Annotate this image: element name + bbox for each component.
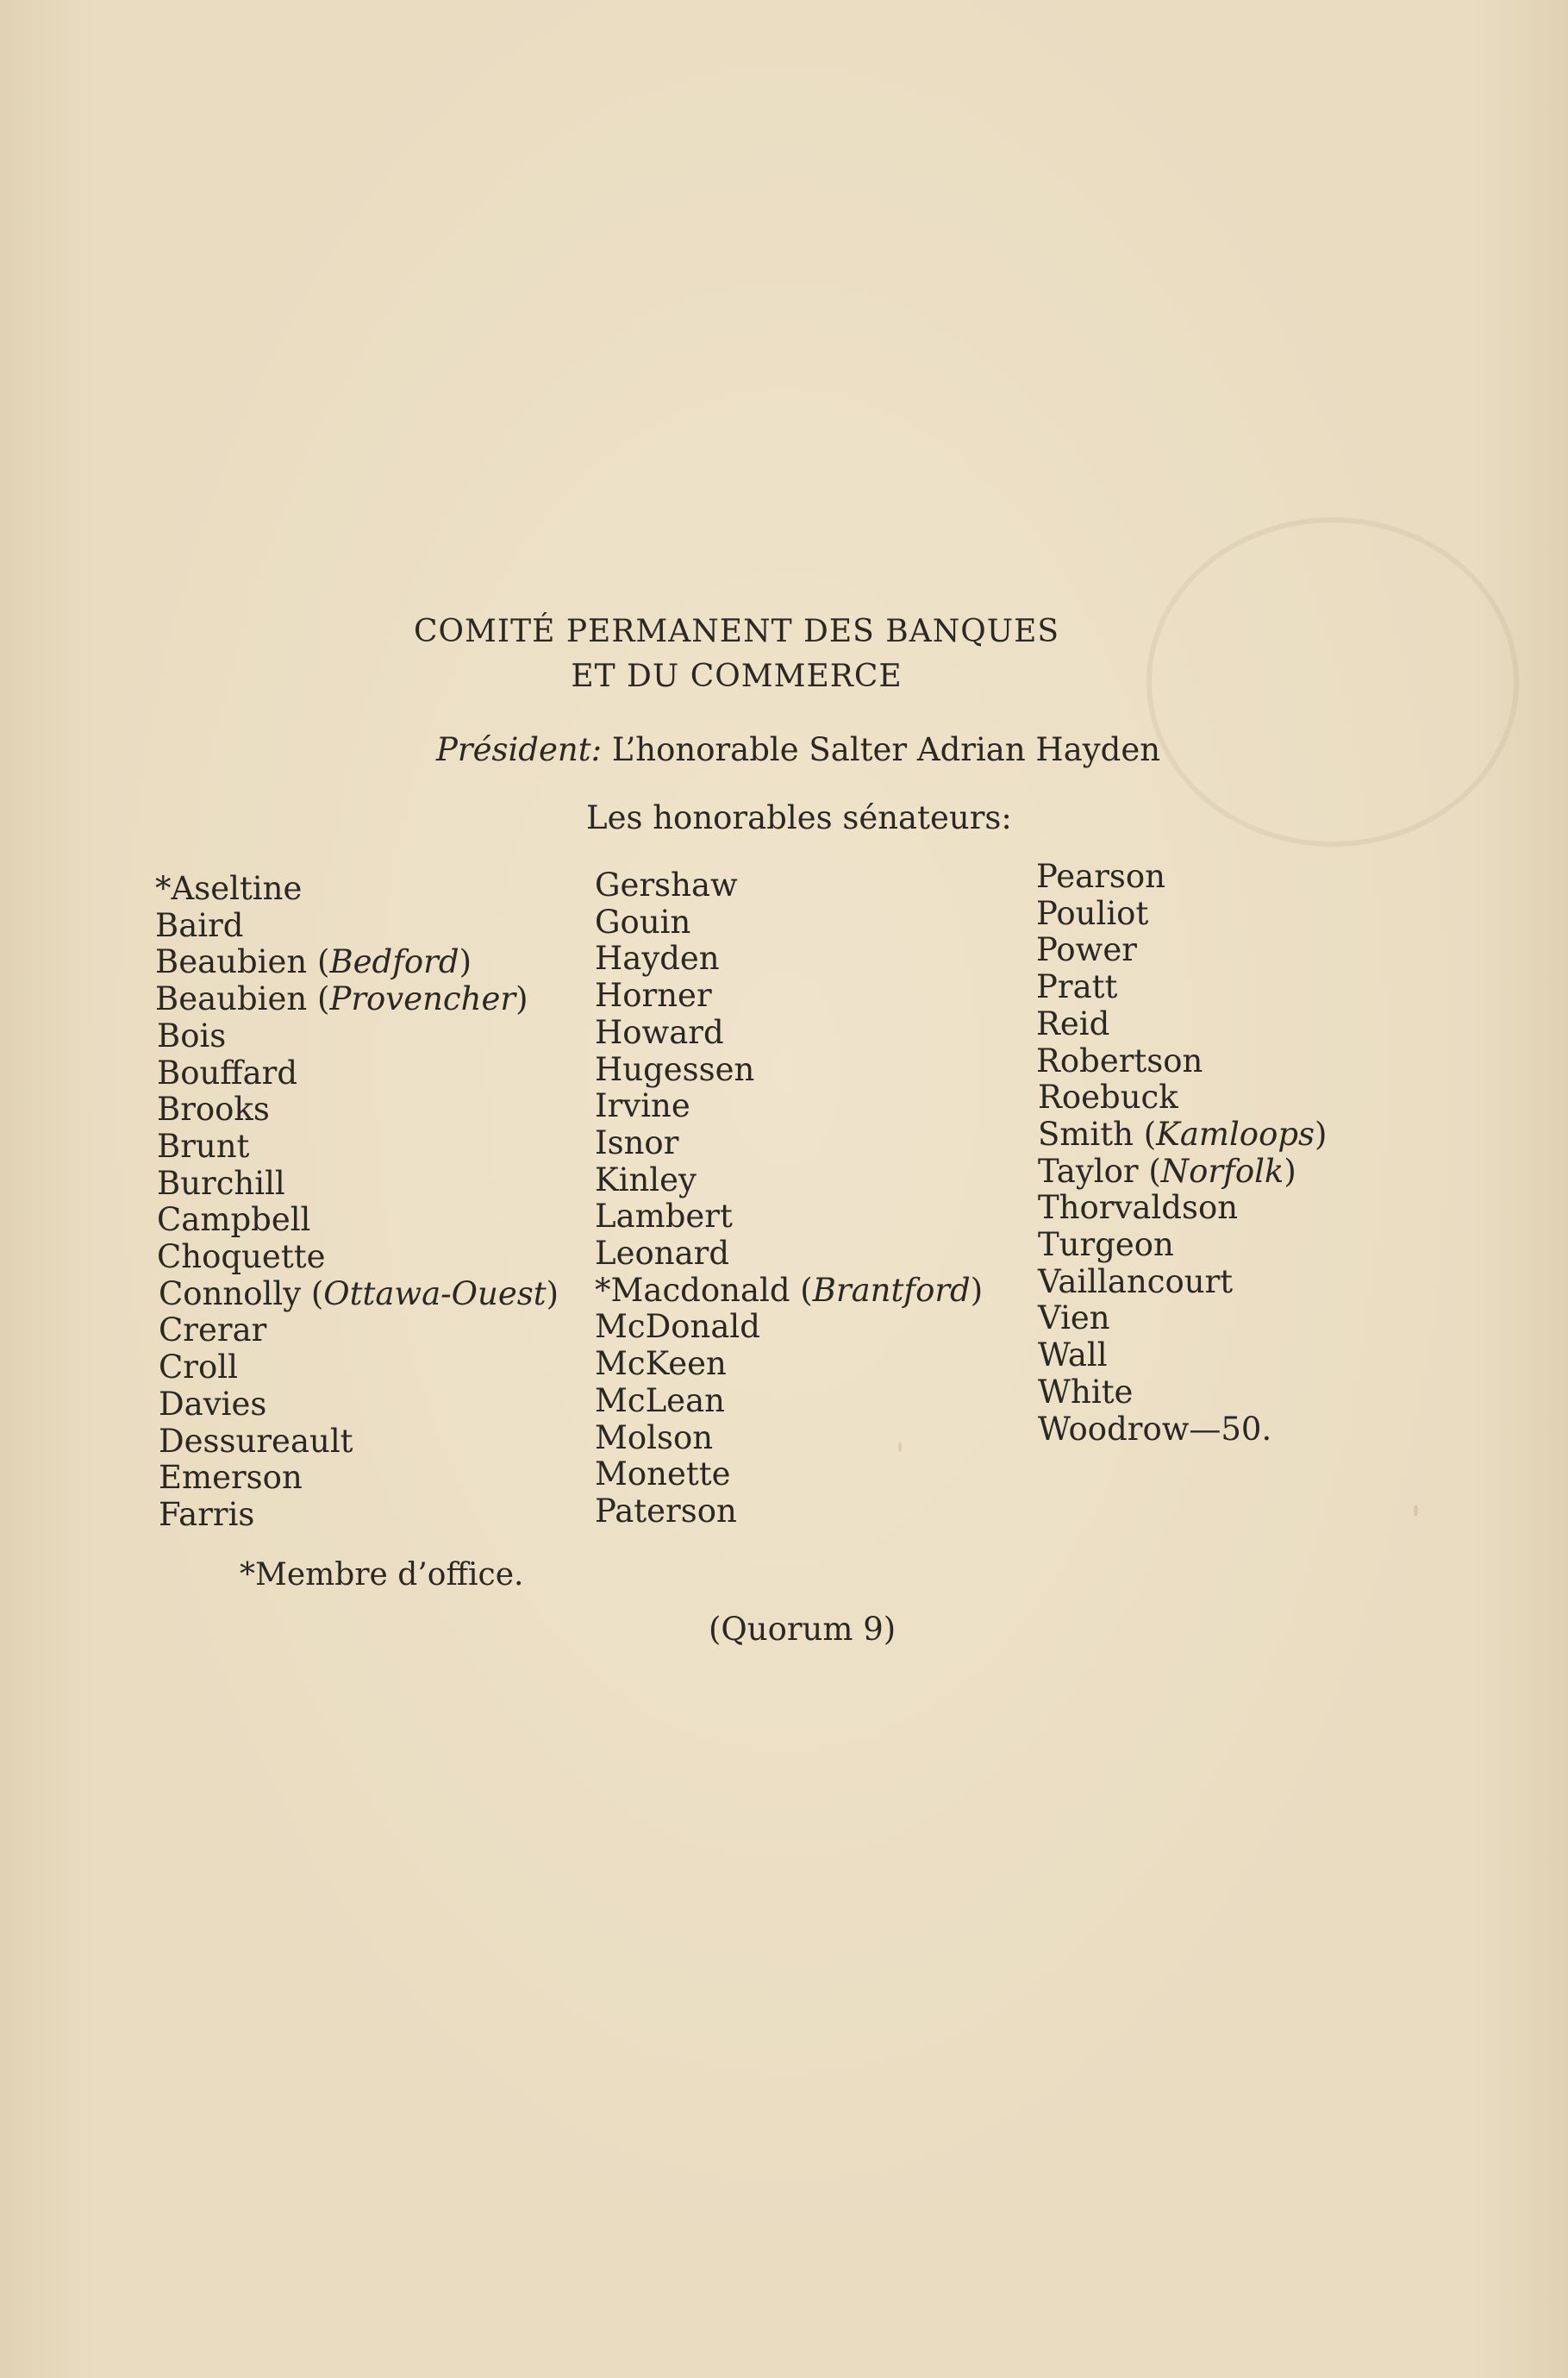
senator-name: McLean	[595, 1381, 725, 1419]
senator-entry: Beaubien (Bedford)	[155, 943, 472, 981]
senator-entry	[155, 1018, 559, 1055]
senator-name: Taylor	[1038, 1152, 1139, 1190]
senator-name: Beaubien	[155, 943, 308, 981]
senator-entry	[155, 1497, 559, 1534]
senator-name: Woodrow—50.	[1038, 1410, 1272, 1448]
senator-name: Thorvaldson	[1038, 1189, 1239, 1227]
senator-entry	[155, 1239, 559, 1276]
senator-name: Burchill	[157, 1164, 285, 1202]
senator-entry: Smith (Kamloops)	[1038, 1115, 1327, 1153]
senator-entry: *Macdonald (Brantford)	[595, 1271, 984, 1309]
senator-name: Dessureault	[159, 1422, 353, 1460]
senator-entry	[595, 1346, 983, 1383]
senator-name: Reid	[1036, 1004, 1110, 1042]
senator-name: Hugessen	[595, 1050, 755, 1088]
senator-name: Wall	[1038, 1336, 1108, 1374]
senator-division: Bedford	[329, 943, 459, 981]
senator-entry	[1036, 932, 1327, 969]
senator-name: Crerar	[159, 1311, 267, 1349]
senator-division: Norfolk	[1160, 1152, 1284, 1190]
ex-officio-footnote: *Membre d’office.	[240, 1557, 524, 1593]
senator-name: Isnor	[595, 1123, 679, 1161]
senator-entry	[155, 1129, 559, 1166]
senator-entry	[1036, 896, 1327, 933]
senator-entry	[155, 1202, 559, 1239]
committee-president	[436, 731, 1160, 768]
senator-entry: Connolly (Ottawa-Ouest)	[159, 1274, 559, 1312]
senator-entry	[595, 1162, 983, 1199]
senator-entry	[1036, 1300, 1327, 1337]
senators-column-3	[1036, 859, 1327, 1448]
senator-division: Ottawa-Ouest	[323, 1274, 547, 1312]
senator-entry	[595, 1198, 983, 1236]
senator-entry	[155, 1460, 559, 1497]
senator-name: Vien	[1038, 1299, 1110, 1337]
senator-entry	[155, 1092, 559, 1129]
senator-name: Smith	[1038, 1115, 1134, 1153]
senators-column-1	[155, 871, 559, 1534]
senators-column-2	[595, 867, 983, 1530]
senator-entry	[595, 1456, 983, 1493]
senator-entry	[155, 1312, 559, 1349]
senators-subtitle: Les honorables sénateurs:	[586, 799, 1012, 836]
senator-name: Molson	[595, 1418, 714, 1456]
senator-entry	[595, 1236, 983, 1273]
senator-name: Pouliot	[1036, 894, 1149, 932]
senator-name: Leonard	[595, 1235, 730, 1273]
senator-name: Howard	[595, 1013, 724, 1051]
senator-entry	[1036, 1227, 1327, 1264]
senator-name: Pearson	[1036, 858, 1165, 895]
senator-entry: Beaubien (Provencher)	[155, 980, 528, 1018]
senator-name: White	[1038, 1373, 1134, 1411]
senator-entry	[595, 1015, 983, 1052]
senator-entry	[1036, 1374, 1327, 1411]
senator-name: Roebuck	[1038, 1079, 1178, 1117]
senator-entry	[1036, 1190, 1327, 1227]
senator-entry	[1036, 859, 1327, 896]
senator-entry	[1036, 1411, 1327, 1449]
senator-entry	[155, 908, 559, 945]
senator-name: Irvine	[595, 1087, 690, 1125]
senator-name: Beaubien	[155, 980, 308, 1018]
senator-name: Paterson	[595, 1492, 737, 1530]
senator-name: Lambert	[595, 1198, 733, 1236]
senator-entry	[1036, 1337, 1327, 1374]
senator-name: Vaillancourt	[1038, 1262, 1234, 1300]
senator-name: Horner	[595, 977, 712, 1015]
senator-name: *Aseltine	[155, 870, 303, 907]
senator-division: Kamloops	[1156, 1115, 1315, 1153]
senator-name: McKeen	[595, 1345, 727, 1383]
senator-entry	[595, 904, 983, 942]
senator-name: Baird	[155, 906, 244, 944]
quorum-note: (Quorum 9)	[709, 1611, 896, 1648]
senator-entry	[595, 867, 983, 904]
senator-entry	[595, 1088, 983, 1125]
senator-name: Gouin	[595, 903, 691, 941]
senator-name: Choquette	[157, 1238, 326, 1276]
senator-name: Gershaw	[595, 867, 738, 904]
senator-name: Kinley	[595, 1161, 697, 1198]
senator-division: Provencher	[329, 980, 516, 1018]
senator-entry	[1036, 969, 1327, 1006]
senator-entry	[595, 978, 983, 1015]
senator-entry	[155, 1166, 559, 1203]
senator-name: Bouffard	[157, 1054, 298, 1092]
senator-name: Hayden	[595, 940, 720, 978]
senator-entry: Taylor (Norfolk)	[1038, 1152, 1296, 1190]
senator-name: Pratt	[1036, 968, 1118, 1006]
senator-entry	[1036, 1043, 1327, 1080]
senator-entry	[155, 871, 559, 908]
senator-entry	[595, 1309, 983, 1346]
senator-entry	[155, 1424, 559, 1461]
senator-name: Brooks	[157, 1091, 270, 1129]
senator-name: Connolly	[159, 1274, 302, 1312]
paper-spot	[1414, 1505, 1418, 1517]
senator-name: Monette	[595, 1455, 731, 1493]
senator-entry	[595, 1420, 983, 1457]
senator-name: Davies	[159, 1385, 267, 1423]
senator-name: McDonald	[595, 1308, 760, 1346]
senator-entry	[155, 1055, 559, 1092]
president-role-label: Président:	[436, 731, 603, 768]
committee-title-line-1: COMITÉ PERMANENT DES BANQUES	[413, 614, 1060, 649]
senator-name: Brunt	[157, 1127, 250, 1165]
senator-division: Brantford	[812, 1271, 971, 1309]
senator-entry	[155, 1349, 559, 1386]
senator-name: Bois	[157, 1017, 227, 1054]
committee-title-line-2: ET DU COMMERCE	[571, 659, 903, 694]
senator-name: Emerson	[159, 1459, 303, 1497]
senator-entry	[1036, 1079, 1327, 1117]
senator-entry	[595, 1383, 983, 1420]
president-name: L’honorable Salter Adrian Hayden	[611, 731, 1161, 768]
senator-name: *Macdonald	[595, 1271, 790, 1309]
senator-name: Croll	[159, 1349, 238, 1386]
senator-entry	[595, 1493, 983, 1530]
senator-entry	[155, 1386, 559, 1424]
senator-name: Power	[1036, 931, 1137, 969]
senator-entry	[595, 1052, 983, 1089]
senator-name: Farris	[159, 1495, 255, 1533]
senator-entry	[595, 1125, 983, 1162]
senator-name: Turgeon	[1038, 1226, 1174, 1264]
senator-name: Campbell	[157, 1201, 311, 1239]
senator-entry	[1036, 1264, 1327, 1301]
senator-entry	[595, 941, 983, 978]
senator-entry	[1036, 1006, 1327, 1043]
senator-name: Robertson	[1036, 1042, 1203, 1079]
